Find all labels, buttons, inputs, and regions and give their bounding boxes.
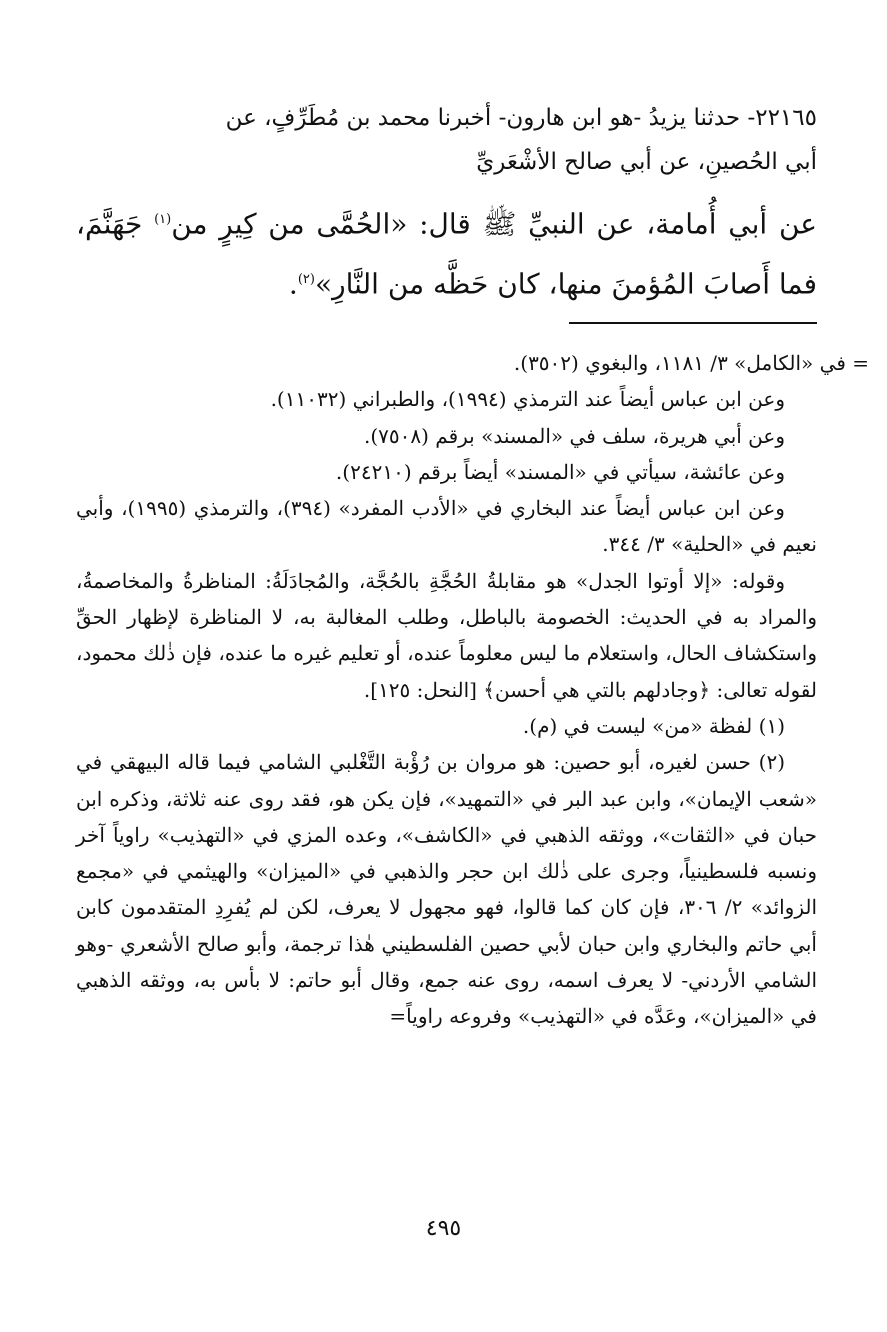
hadith-text (76, 96, 817, 313)
footnotes (76, 345, 869, 1035)
footnote-paragraph-1: وعن ابن عباس أيضاً عند الترمذي (١٩٩٤)، والطبراني (١١٠٣٢). (270, 387, 785, 412)
footnote-marker-1: (١) (154, 212, 172, 227)
matn-part-1: عن أبي أُمامة، عن النبيِّ ﷺ قال: «الحُمَّى من كِيرٍ من (171, 207, 817, 241)
isnad-line-2: أبي الحُصينِ، عن أبي صالح الأشْعَريِّ (476, 149, 817, 175)
matn-end: . (288, 267, 298, 301)
page-number: ٤٩٥ (425, 1216, 462, 1241)
footnote-marker-2: (٢) (297, 272, 315, 288)
footnote-1: (١) لفظة «من» ليست في (م). (522, 713, 785, 738)
matn (76, 192, 817, 313)
footnote-divider (569, 322, 817, 324)
footnote-paragraph-2: وعن أبي هريرة، سلف في «المسند» برقم (٧٥٠٨). (363, 423, 785, 448)
matn-part-2: جَهَنَّمَ، فما أَصابَ المُؤمنَ منها، كان حَظَّه من النَّارِ» (76, 207, 817, 301)
footnote-continued: = في «الكامل» ٣/ ١١٨١، والبغوي (٣٥٠٢). (513, 351, 869, 375)
footnote-paragraph-5: وقوله: «إلا أوتوا الجدل» هو مقابلةُ الحُجَّةِ بالحُجَّة، والمُجادَلَةُ: المناظرةُ والمخاصمةُ، والمراد به في الحديث: الخصومة بالباطل، وطلب المغالبة به، لا المناظرة لإظهار الحقِّ واستكشاف الحال، واستعلام ما ليس معلوماً عنده، أو تعليم غيره ما عنده، فإن ذٰلك محمود، لقوله تعالى: ﴿وجادلهم بالتي هي أحسن﴾ [النحل: ١٢٥]. (76, 568, 817, 702)
isnad (76, 96, 817, 184)
footnote-2: (٢) حسن لغيره، أبو حصين: هو مروان بن رُؤْبة التَّغْلبي الشامي فيما قاله البيهقي في «شعب الإيمان»، وابن عبد البر في «التمهيد»، فإن يكن هو، فقد روى عنه ثلاثة، وذكره ابن حبان في «الثقات»، ووثقه الذهبي في «الكاشف»، وعده المزي في «التهذيب» راوياً آخر ونسبه فلسطينياً، وجرى على ذٰلك ابن حجر والذهبي في «الميزان» والهيثمي في «مجمع الزوائد» ٢/ ٣٠٦، فإن كان كما قالوا، فهو مجهول لا يعرف، لكن لم يُفرِدِ المتقدمون كابن أبي حاتم والبخاري وابن حبان لأبي حصين الفلسطيني هٰذا ترجمة، وأبو صالح الأشعري -وهو الشامي الأردني- لا يعرف اسمه، روى عنه جمع، وقال أبو حاتم: لا بأس به، ووثقه الذهبي في «الميزان»، وعَدَّه في «التهذيب» وفروعه راوياً= (76, 750, 817, 1029)
footnote-paragraph-3: وعن عائشة، سيأتي في «المسند» أيضاً برقم (٢٤٢١٠). (335, 459, 785, 484)
footnote-paragraph-4: وعن ابن عباس أيضاً عند البخاري في «الأدب المفرد» (٣٩٤)، والترمذي (١٩٩٥)، وأبي نعيم في «الحلية» ٣/ ٣٤٤. (76, 496, 817, 557)
isnad-line-1: ٢٢١٦٥- حدثنا يزيدُ -هو ابن هارون- أخبرنا محمد بن مُطَرِّفٍ، عن (225, 105, 817, 131)
